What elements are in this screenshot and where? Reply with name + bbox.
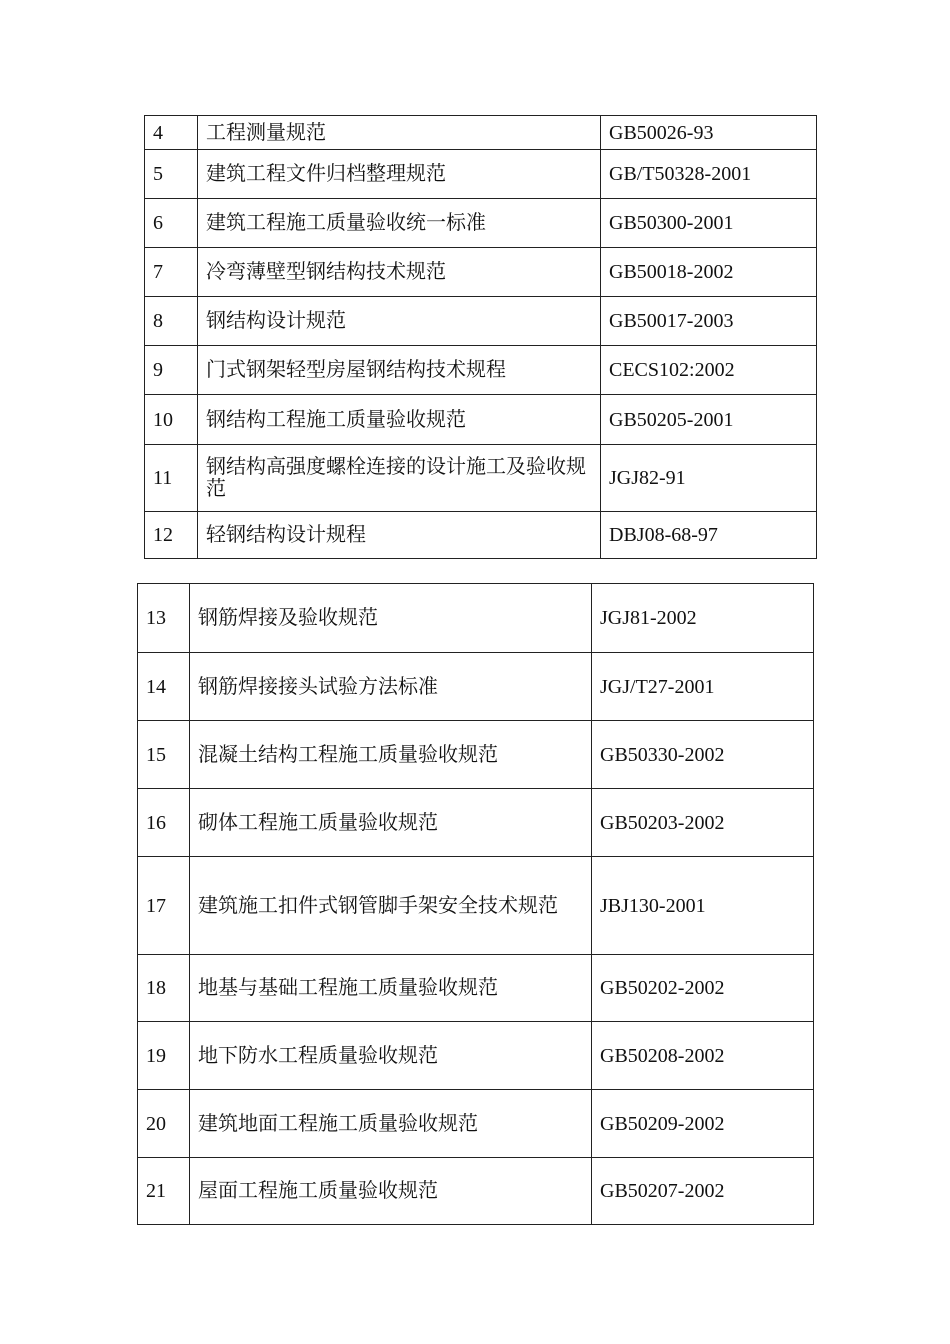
row-number: 8 <box>145 297 198 346</box>
table-row <box>138 789 814 857</box>
row-number: 9 <box>145 346 198 395</box>
standard-name: 工程测量规范 <box>198 116 601 150</box>
standard-name: 门式钢架轻型房屋钢结构技术规程 <box>198 346 601 395</box>
table-row <box>145 346 817 395</box>
standard-name: 砌体工程施工质量验收规范 <box>190 789 592 857</box>
table-row <box>145 248 817 297</box>
table-row <box>145 395 817 445</box>
table-row <box>138 857 814 955</box>
standard-code: JGJ81-2002 <box>592 584 814 653</box>
standards-table-bottom <box>137 583 814 1225</box>
standard-code: DBJ08-68-97 <box>601 512 817 559</box>
row-number: 16 <box>138 789 190 857</box>
standard-name: 钢结构工程施工质量验收规范 <box>198 395 601 445</box>
standard-name: 轻钢结构设计规程 <box>198 512 601 559</box>
row-number: 21 <box>138 1158 190 1225</box>
standard-code: JBJ130-2001 <box>592 857 814 955</box>
row-number: 10 <box>145 395 198 445</box>
row-number: 13 <box>138 584 190 653</box>
standard-name: 钢结构高强度螺栓连接的设计施工及验收规范 <box>198 445 601 512</box>
row-number: 14 <box>138 653 190 721</box>
standard-code: GB50205-2001 <box>601 395 817 445</box>
table-row <box>145 116 817 150</box>
table-row <box>138 584 814 653</box>
standard-code: GB50207-2002 <box>592 1158 814 1225</box>
standard-name: 混凝土结构工程施工质量验收规范 <box>190 721 592 789</box>
standard-code: GB50017-2003 <box>601 297 817 346</box>
standard-name: 建筑工程施工质量验收统一标准 <box>198 199 601 248</box>
table-row <box>138 1022 814 1090</box>
row-number: 17 <box>138 857 190 955</box>
row-number: 12 <box>145 512 198 559</box>
standard-code: GB50203-2002 <box>592 789 814 857</box>
standard-code: JGJ82-91 <box>601 445 817 512</box>
row-number: 7 <box>145 248 198 297</box>
row-number: 5 <box>145 150 198 199</box>
table-row <box>145 199 817 248</box>
row-number: 19 <box>138 1022 190 1090</box>
standard-name: 冷弯薄壁型钢结构技术规范 <box>198 248 601 297</box>
row-number: 4 <box>145 116 198 150</box>
standard-name: 建筑施工扣件式钢管脚手架安全技术规范 <box>190 857 592 955</box>
standard-name: 钢结构设计规范 <box>198 297 601 346</box>
table-row <box>145 297 817 346</box>
table-row <box>138 1158 814 1225</box>
standard-code: JGJ/T27-2001 <box>592 653 814 721</box>
standard-code: GB50202-2002 <box>592 955 814 1022</box>
standard-code: GB50330-2002 <box>592 721 814 789</box>
standard-name: 建筑地面工程施工质量验收规范 <box>190 1090 592 1158</box>
standard-name: 屋面工程施工质量验收规范 <box>190 1158 592 1225</box>
standard-name: 地基与基础工程施工质量验收规范 <box>190 955 592 1022</box>
row-number: 18 <box>138 955 190 1022</box>
standard-name: 地下防水工程质量验收规范 <box>190 1022 592 1090</box>
standard-code: GB50300-2001 <box>601 199 817 248</box>
row-number: 11 <box>145 445 198 512</box>
standard-name: 钢筋焊接及验收规范 <box>190 584 592 653</box>
row-number: 15 <box>138 721 190 789</box>
table-row <box>138 721 814 789</box>
table-row <box>138 1090 814 1158</box>
standard-code: GB50208-2002 <box>592 1022 814 1090</box>
standard-code: GB/T50328-2001 <box>601 150 817 199</box>
table-row <box>138 955 814 1022</box>
standard-name: 钢筋焊接接头试验方法标准 <box>190 653 592 721</box>
standard-code: GB50209-2002 <box>592 1090 814 1158</box>
table-row <box>145 512 817 559</box>
standard-code: CECS102:2002 <box>601 346 817 395</box>
row-number: 6 <box>145 199 198 248</box>
table-row <box>145 150 817 199</box>
standard-code: GB50018-2002 <box>601 248 817 297</box>
standard-code: GB50026-93 <box>601 116 817 150</box>
standards-table-top <box>144 115 817 559</box>
row-number: 20 <box>138 1090 190 1158</box>
standard-name: 建筑工程文件归档整理规范 <box>198 150 601 199</box>
table-row <box>145 445 817 512</box>
table-row <box>138 653 814 721</box>
